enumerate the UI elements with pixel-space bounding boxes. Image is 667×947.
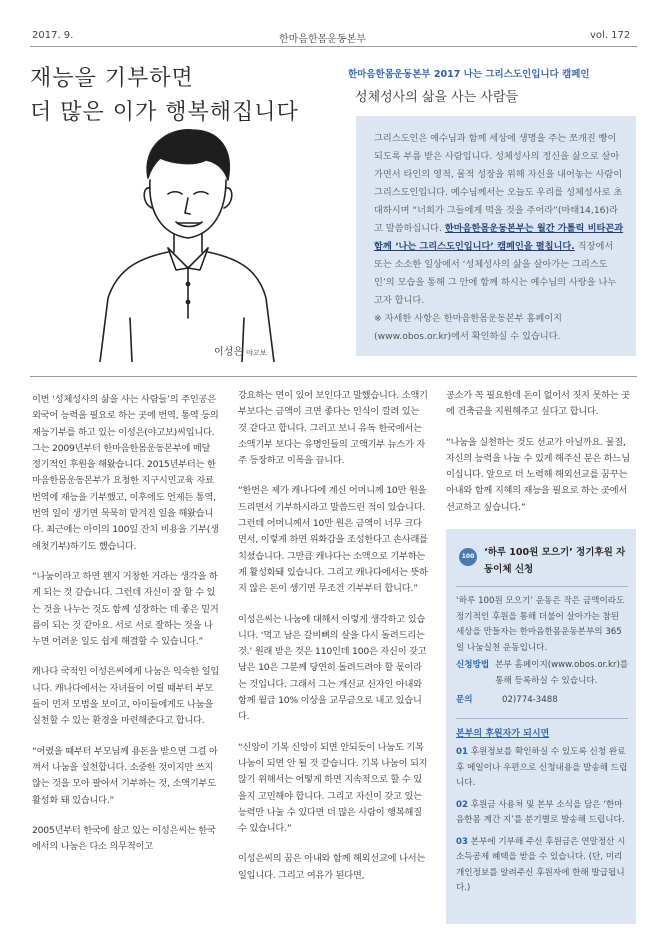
article-paragraph: “신앙이 기복 신앙이 되면 안되듯이 나눔도 기복 나눔이 되면 안 될 것 같습니다. 기복 나눔이 되지 않기 위해서는 어떻게 하면 지속적으로 할 수 있을지 고민해야 합니다. 그리고 자신이 갖고 있는 능력만 나눌 수 있다면 더 많은 사람이 행복해질 수 있습니다.” — [238, 741, 428, 835]
article-paragraph: “어렸을 때부터 부모님께 용돈을 받으면 그걸 아껴서 나눔을 실천합니다. 소중한 것이지만 쓰지 않는 것을 모아 팔아서 기부하는 것, 소액기부도 활성화 돼 있습니다.” — [32, 745, 218, 806]
donation-intro: ‘하루 100원 모으기’ 운동은 작은 금액이라도 정기적인 후원을 통해 더불어 살아가는 참된 세상을 만들자는 한마음한몸운동본부의 365일 나눔실천 운동입니다. — [456, 596, 625, 653]
organization-name: 한마음한몸운동본부 — [279, 34, 366, 45]
signup-method-label: 신청방법 — [456, 660, 490, 670]
interviewee-name: 이성은 — [214, 347, 243, 358]
signup-method-text: 본부 홈페이지(www.obos.or.kr)를 통해 등록하실 수 있습니다. — [495, 660, 629, 686]
header-divider — [30, 46, 637, 47]
benefits-title: 본부의 후원자가 되시면 — [456, 729, 550, 739]
campaign-subtitle: 성체성사의 삶을 사는 사람들 — [355, 90, 519, 105]
benefit-number: 03 — [456, 836, 468, 847]
interviewee-role: 야고보 — [246, 349, 267, 357]
benefit-text: 본부에 기부해 주신 후원금은 연말정산 시 소득공제 혜택을 받을 수 있습니다. (단, 미리 개인정보를 알려주신 후원자에 한해 발급됩니다.) — [456, 836, 626, 893]
article-paragraph: 캐나다 국적인 이성은씨에게 나눔은 익숙한 일입니다. 캐나다에서는 자녀들이 어릴 때부터 부모들이 먼저 모범을 보이고, 아이들에게도 나눔을 실천할 수 있는 환경을 마련해준다고 합니다. — [32, 666, 220, 727]
signup-method-row — [456, 658, 630, 709]
donation-heading: ‘하루 100원 모으기’ 정기후원 자동이체 신청 — [484, 547, 626, 575]
benefit-number: 01 — [456, 747, 468, 757]
benefit-number: 02 — [456, 799, 468, 810]
article-paragraph: 2005년부터 한국에 살고 있는 이성은씨는 한국에서의 나눔은 다소 의무적이고 — [32, 824, 216, 853]
campaign-label: 한마음한몸운동본부 2017 나는 그리스도인입니다 캠페인 — [348, 69, 590, 80]
benefit-text: 후원정보를 확인하실 수 있도록 신청 완료 후 메일이나 우편으로 신청내용을 발송해 드립니다. — [456, 747, 628, 788]
article-column-1 — [32, 392, 220, 869]
info-paragraph-2: 직장에서 또는 소소한 일상에서 ‘성체성사의 삶을 살아가는 그리스도인’의 모습을 통해 그 안에 함께 하시는 예수님의 사랑을 나누고자 합니다. — [374, 241, 617, 306]
article-paragraph: “나눔이라고 하면 왠지 거창한 거라는 생각을 하게 되는 것 같습니다. 그런데 자신이 잘 할 수 있는 것을 나누는 것도 함께 성장하는 데 좋은 밑거름이 되는 것 같아요. 서로 서로 잘하는 것을 나누면 어려운 일도 쉽게 해결할 수 있습니다.” — [32, 570, 219, 648]
contact-label: 문의 — [456, 695, 473, 705]
box-divider — [456, 718, 628, 719]
info-paragraph-1: 그리스도인은 예수님과 함께 세상에 생명을 주는 쪼개진 빵이 되도록 부름 받은 사람입니다. 성체성사의 정신을 삶으로 살아가면서 타인의 영적, 물적 성장을 위해 자신을 내어놓는 사람이 그리스도인입니다. 예수님께서는 오늘도 우리를 성체성사로 초대하시며 “너희가 그들에게 먹을 것을 주어라”(마태14,16)라고 말씀하십니다. — [374, 133, 623, 234]
article-paragraph: 이성은씨는 나눔에 대해서 이렇게 생각하고 있습니다. ‘먹고 남은 갈비뼈의 살을 다시 돌려드리는 것.’ 원래 받은 것은 110인데 100은 자신이 갖고 남은 10은 그분께 당연히 돌려드려야 할 몫이라는 것입니다. 그래서 그는 개신교 신자인 아내와 함께 월급 10% 이상을 교무금으로 내고 있습니다. — [238, 613, 427, 723]
issue-date: 2017. 9. — [32, 30, 74, 41]
article-paragraph: “한번은 제가 캐나다에 계신 어머니께 10만 원을 드리면서 기부하시라고 말씀드린 적이 있습니다. 그런데 어머니께서 10만 원은 금액이 너무 크다면서, 이렇게 하면 위화감을 조성한다고 손사래를 치셨습니다. 그만큼 캐나다는 소액으로 기부하는 게 활성화돼 있습니다. 그리고 캐나다에서는 뜻하지 않은 돈이 생기면 무조건 기부부터 합니다.” — [238, 485, 428, 595]
benefits-section — [456, 726, 630, 897]
benefit-text: 후원금 사용처 및 본부 소식을 담은 ‘한마음한몸 계간 지’를 분기별로 발송해 드립니다. — [456, 799, 625, 825]
info-note: ※ 자세한 사항은 한마음한몸운동본부 홈페이지 (www.obos.or.kr)에서 확인하실 수 있습니다. — [374, 313, 563, 342]
section-divider — [30, 376, 637, 377]
portrait-illustration — [90, 118, 280, 362]
contact-phone: 02)774-3488 — [502, 695, 558, 705]
title-line-1: 재능을 기부하면 — [30, 66, 194, 91]
benefit-item — [456, 798, 630, 829]
benefit-item — [456, 835, 630, 897]
article-paragraph: 강요하는 면이 있어 보인다고 말했습니다. 소액기부보다는 금액이 크면 좋다는 인식이 깔려 있는 것 같다고 합니다. 그러고 보니 유독 한국에서는 소액기부 보다는 유명인들의 고액기부 뉴스가 자주 등장하고 이목을 끕니다. — [238, 390, 428, 467]
campaign-info-text — [374, 130, 624, 346]
article-column-3 — [446, 388, 636, 530]
article-column-2 — [238, 388, 428, 898]
article-paragraph: “나눔을 실천하는 것도 선교가 아닐까요. 물질, 자신의 능력을 나눌 수 있게 해주신 분은 하느님이십니다. 앞으로 더 노력해 해외선교를 꿈꾸는 아내와 함께 지혜의 재능을 필요로 하는 곳에서 선교하고 싶습니다.” — [446, 436, 630, 513]
article-paragraph: 이성은씨의 꿈은 아내와 함께 해외선교에 나서는 일입니다. 그리고 여유가 된다면, — [238, 853, 426, 881]
article-paragraph: 공소가 꼭 필요한데 돈이 없어서 짓지 못하는 곳에 건축금을 지원해주고 싶다고 합니다. — [446, 390, 630, 418]
hundred-won-badge-icon: 100 — [459, 548, 477, 566]
box-divider — [456, 586, 628, 587]
article-paragraph: 이번 ‘성체성사의 삶을 사는 사람들’의 주인공은 외국어 능력을 필요로 하는 곳에 번역, 통역 등의 재능기부를 하고 있는 이성은(야고보)씨입니다. 그는 2009년부터 한마음한몸운동본부에 매달 정기적인 후원을 해왔습니다. 2015년부터는 한마음한몸운동본부가 요청한 지구시민교육 자료 번역에 재능을 기부했고, 이후에도 언제든 통역, 번역 일이 생기면 묵묵히 맡겨진 일을 해왔습니다. 최근에는 아이의 100일 잔치 비용을 기부(생애첫기부)하기도 했습니다. — [32, 394, 219, 552]
benefit-item — [456, 745, 630, 792]
interviewee-caption — [214, 343, 266, 358]
info-highlight: 한마음한몸운동본부는 월간 가톨릭 비타꼰과 함께 ‘나는 그리스도인입니다’ 캠페인을 펼칩니다. — [374, 223, 624, 252]
volume-number: vol. 172 — [590, 30, 631, 41]
title-line-2: 더 많은 이가 행복해집니다 — [30, 100, 299, 125]
